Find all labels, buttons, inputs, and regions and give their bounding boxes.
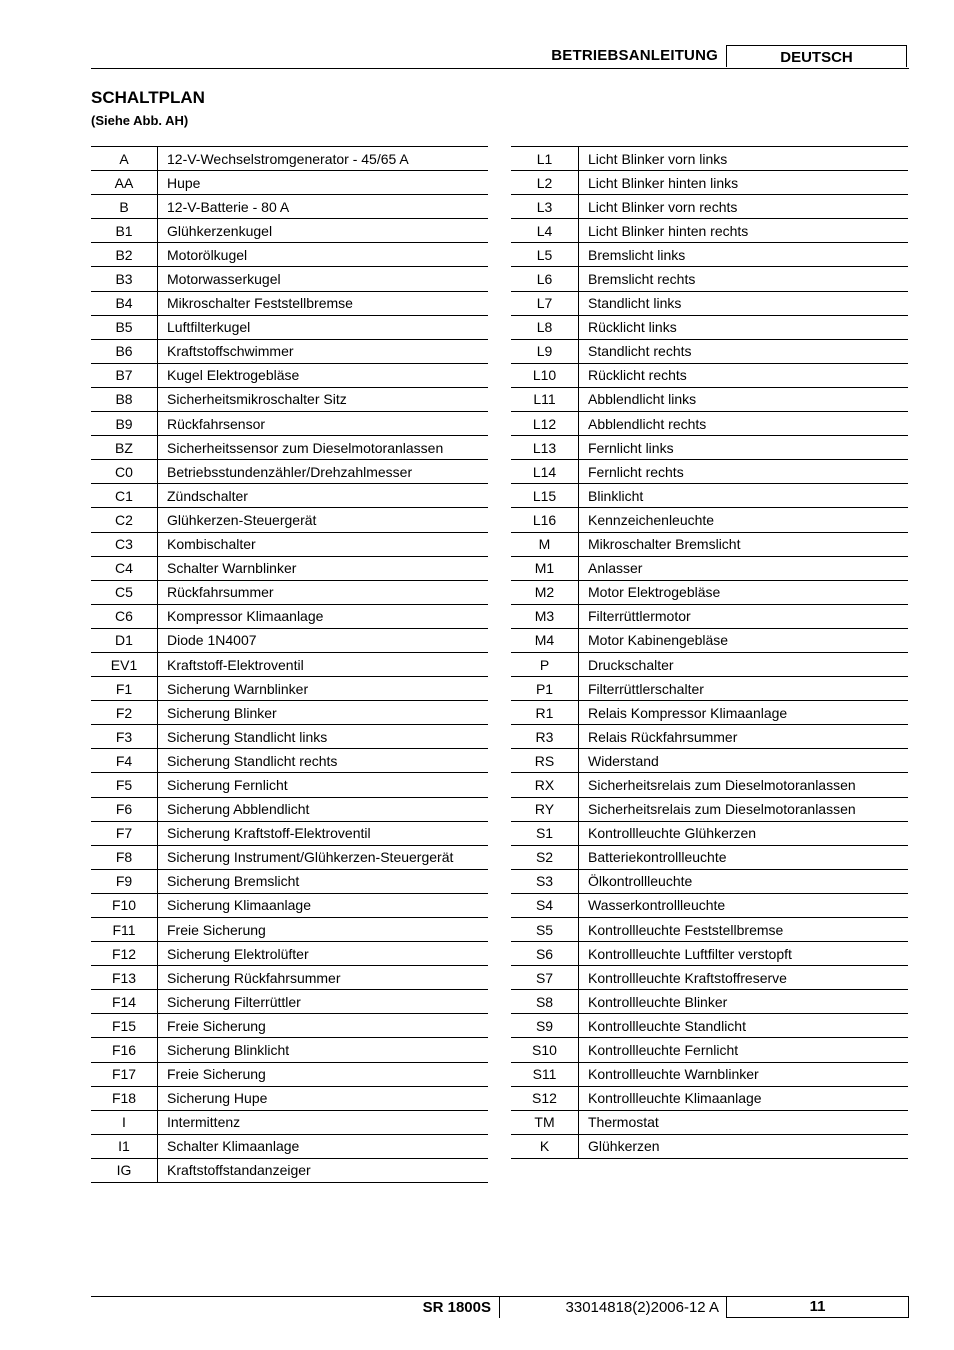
table-row	[91, 1086, 488, 1110]
component-description: 12-V-Wechselstromgenerator - 45/65 A	[158, 147, 489, 171]
component-code: K	[511, 1134, 579, 1158]
component-description: Sicherheitsrelais zum Dieselmotoranlassen	[579, 773, 909, 797]
component-description: Intermittenz	[158, 1110, 489, 1134]
component-description: Sicherung Elektrolüfter	[158, 942, 489, 966]
component-code: L4	[511, 219, 579, 243]
component-code: F3	[91, 725, 158, 749]
table-row	[91, 677, 488, 701]
table-row	[511, 1014, 908, 1038]
component-description: Glühkerzen	[579, 1134, 909, 1158]
component-code: L3	[511, 195, 579, 219]
component-description: Licht Blinker vorn links	[579, 147, 909, 171]
table-row	[511, 243, 908, 267]
component-description: Licht Blinker hinten links	[579, 171, 909, 195]
component-code: F5	[91, 773, 158, 797]
component-code: B9	[91, 412, 158, 436]
component-description: Sicherheitsmikroschalter Sitz	[158, 387, 489, 411]
table-row	[511, 918, 908, 942]
component-code: S5	[511, 918, 579, 942]
component-description: Sicherung Blinker	[158, 701, 489, 725]
component-code: RS	[511, 749, 579, 773]
component-description: Kombischalter	[158, 532, 489, 556]
component-code: S8	[511, 990, 579, 1014]
table-row	[511, 1134, 908, 1158]
component-code: B7	[91, 363, 158, 387]
component-code: L2	[511, 171, 579, 195]
table-row	[511, 291, 908, 315]
component-code: S2	[511, 845, 579, 869]
table-row	[91, 363, 488, 387]
component-code: IG	[91, 1158, 158, 1182]
component-code: R1	[511, 701, 579, 725]
component-description: Sicherung Filterrüttler	[158, 990, 489, 1014]
table-row	[91, 821, 488, 845]
table-row	[91, 701, 488, 725]
table-row	[511, 315, 908, 339]
component-code: I	[91, 1110, 158, 1134]
component-description: Sicherung Rückfahrsummer	[158, 966, 489, 990]
page-number: 11	[726, 1297, 909, 1318]
table-row	[511, 436, 908, 460]
component-description: Sicherung Fernlicht	[158, 773, 489, 797]
component-description: Rücklicht rechts	[579, 363, 909, 387]
table-row	[91, 195, 488, 219]
component-description: Sicherung Klimaanlage	[158, 893, 489, 917]
table-row	[511, 556, 908, 580]
component-code: L16	[511, 508, 579, 532]
table-row	[511, 1038, 908, 1062]
component-code: P1	[511, 677, 579, 701]
component-description: Fernlicht rechts	[579, 460, 909, 484]
component-description: Blinklicht	[579, 484, 909, 508]
component-code: M	[511, 532, 579, 556]
table-row	[91, 147, 488, 171]
component-description: Kontrollleuchte Glühkerzen	[579, 821, 909, 845]
component-code: B	[91, 195, 158, 219]
component-code: RX	[511, 773, 579, 797]
component-code: F9	[91, 869, 158, 893]
table-row	[511, 484, 908, 508]
table-row	[511, 628, 908, 652]
component-description: Bremslicht links	[579, 243, 909, 267]
component-code: B2	[91, 243, 158, 267]
section-title: SCHALTPLAN	[91, 88, 205, 107]
table-row	[91, 845, 488, 869]
table-row	[511, 267, 908, 291]
table-row	[91, 580, 488, 604]
table-row	[91, 436, 488, 460]
component-description: Kontrollleuchte Standlicht	[579, 1014, 909, 1038]
table-row	[91, 773, 488, 797]
manual-title: BETRIEBSANLEITUNG	[551, 47, 718, 64]
table-row	[91, 942, 488, 966]
component-description: Sicherung Warnblinker	[158, 677, 489, 701]
component-description: Kontrollleuchte Kraftstoffreserve	[579, 966, 909, 990]
component-code: S9	[511, 1014, 579, 1038]
table-row	[511, 387, 908, 411]
component-code: L11	[511, 387, 579, 411]
table-row	[511, 460, 908, 484]
component-description: Sicherung Standlicht rechts	[158, 749, 489, 773]
component-code: F14	[91, 990, 158, 1014]
table-row	[511, 195, 908, 219]
table-row	[91, 725, 488, 749]
component-description: Anlasser	[579, 556, 909, 580]
table-row	[91, 315, 488, 339]
table-row	[91, 460, 488, 484]
component-code: F13	[91, 966, 158, 990]
component-description: Abblendlicht rechts	[579, 412, 909, 436]
table-row	[91, 243, 488, 267]
component-code: B1	[91, 219, 158, 243]
component-code: S10	[511, 1038, 579, 1062]
table-row	[91, 893, 488, 917]
component-code: D1	[91, 628, 158, 652]
component-code: F4	[91, 749, 158, 773]
component-code: F7	[91, 821, 158, 845]
table-row	[511, 1086, 908, 1110]
table-row	[511, 701, 908, 725]
component-code: L7	[511, 291, 579, 315]
component-description: Kraftstoff-Elektroventil	[158, 652, 489, 676]
table-row	[91, 1158, 488, 1182]
component-code: AA	[91, 171, 158, 195]
component-description: Hupe	[158, 171, 489, 195]
table-row	[91, 532, 488, 556]
table-row	[91, 219, 488, 243]
table-row	[511, 412, 908, 436]
component-code: P	[511, 652, 579, 676]
table-row	[511, 508, 908, 532]
component-code: L13	[511, 436, 579, 460]
table-row	[91, 628, 488, 652]
table-row	[91, 918, 488, 942]
component-code: S11	[511, 1062, 579, 1086]
component-description: Widerstand	[579, 749, 909, 773]
component-description: Sicherung Bremslicht	[158, 869, 489, 893]
component-code: F8	[91, 845, 158, 869]
component-description: Sicherung Hupe	[158, 1086, 489, 1110]
component-code: C6	[91, 604, 158, 628]
component-code: B8	[91, 387, 158, 411]
component-code: F15	[91, 1014, 158, 1038]
table-row	[91, 869, 488, 893]
table-row	[91, 1062, 488, 1086]
table-row	[91, 412, 488, 436]
component-code: A	[91, 147, 158, 171]
component-code: L15	[511, 484, 579, 508]
table-row	[91, 604, 488, 628]
table-row	[511, 773, 908, 797]
component-description: Glühkerzen-Steuergerät	[158, 508, 489, 532]
component-description: Motor Elektrogebläse	[579, 580, 909, 604]
table-row	[511, 604, 908, 628]
component-description: Zündschalter	[158, 484, 489, 508]
component-description: Kompressor Klimaanlage	[158, 604, 489, 628]
component-code: L10	[511, 363, 579, 387]
component-description: Abblendlicht links	[579, 387, 909, 411]
table-row	[511, 966, 908, 990]
table-row	[511, 363, 908, 387]
component-code: C1	[91, 484, 158, 508]
component-description: Sicherung Standlicht links	[158, 725, 489, 749]
table-row	[91, 556, 488, 580]
table-row	[511, 532, 908, 556]
table-row	[511, 580, 908, 604]
component-code: M2	[511, 580, 579, 604]
component-description: Freie Sicherung	[158, 1062, 489, 1086]
component-description: Mikroschalter Feststellbremse	[158, 291, 489, 315]
table-row	[91, 484, 488, 508]
component-code: BZ	[91, 436, 158, 460]
header-rule	[91, 68, 909, 69]
table-row	[511, 219, 908, 243]
component-code: S12	[511, 1086, 579, 1110]
table-row	[511, 1062, 908, 1086]
language-label: DEUTSCH	[726, 45, 907, 67]
table-row	[91, 291, 488, 315]
component-code: RY	[511, 797, 579, 821]
component-description: Sicherheitssensor zum Dieselmotoranlassen	[158, 436, 489, 460]
component-code: F12	[91, 942, 158, 966]
component-code: TM	[511, 1110, 579, 1134]
component-code: F2	[91, 701, 158, 725]
component-code: M3	[511, 604, 579, 628]
table-row	[511, 652, 908, 676]
component-description: Kontrollleuchte Klimaanlage	[579, 1086, 909, 1110]
component-description: Schalter Klimaanlage	[158, 1134, 489, 1158]
component-description: Batteriekontrollleuchte	[579, 845, 909, 869]
component-description: Kontrollleuchte Warnblinker	[579, 1062, 909, 1086]
table-row	[91, 797, 488, 821]
component-description: Sicherheitsrelais zum Dieselmotoranlassen	[579, 797, 909, 821]
table-row	[91, 1038, 488, 1062]
component-code: L9	[511, 339, 579, 363]
component-description: Rückfahrsummer	[158, 580, 489, 604]
table-row	[511, 942, 908, 966]
table-row	[511, 845, 908, 869]
component-code: C5	[91, 580, 158, 604]
component-description: Kontrollleuchte Luftfilter verstopft	[579, 942, 909, 966]
component-description: Freie Sicherung	[158, 918, 489, 942]
table-row	[511, 1110, 908, 1134]
table-row	[91, 1014, 488, 1038]
legend-table-left	[91, 146, 488, 1183]
component-description: Standlicht links	[579, 291, 909, 315]
component-code: C4	[91, 556, 158, 580]
table-row	[91, 1134, 488, 1158]
component-description: Relais Rückfahrsummer	[579, 725, 909, 749]
table-row	[91, 652, 488, 676]
table-row	[511, 749, 908, 773]
component-code: F10	[91, 893, 158, 917]
table-row	[511, 677, 908, 701]
component-code: F17	[91, 1062, 158, 1086]
component-code: L12	[511, 412, 579, 436]
component-code: L5	[511, 243, 579, 267]
component-code: F1	[91, 677, 158, 701]
component-code: F16	[91, 1038, 158, 1062]
table-row	[511, 893, 908, 917]
table-row	[91, 339, 488, 363]
table-row	[511, 725, 908, 749]
component-code: S6	[511, 942, 579, 966]
legend-table-right	[511, 146, 908, 1159]
component-description: Freie Sicherung	[158, 1014, 489, 1038]
component-description: Motor Kabinengebläse	[579, 628, 909, 652]
component-description: Betriebsstundenzähler/Drehzahlmesser	[158, 460, 489, 484]
table-row	[511, 339, 908, 363]
table-row	[511, 821, 908, 845]
component-description: Diode 1N4007	[158, 628, 489, 652]
component-description: Kontrollleuchte Blinker	[579, 990, 909, 1014]
table-row	[511, 171, 908, 195]
table-row	[91, 171, 488, 195]
component-description: Licht Blinker vorn rechts	[579, 195, 909, 219]
component-code: B4	[91, 291, 158, 315]
component-description: Relais Kompressor Klimaanlage	[579, 701, 909, 725]
component-code: I1	[91, 1134, 158, 1158]
component-code: L14	[511, 460, 579, 484]
component-code: F18	[91, 1086, 158, 1110]
table-row	[91, 749, 488, 773]
component-description: Schalter Warnblinker	[158, 556, 489, 580]
footer-model: SR 1800S	[422, 1299, 491, 1316]
component-code: M1	[511, 556, 579, 580]
component-description: Sicherung Kraftstoff-Elektroventil	[158, 821, 489, 845]
table-row	[91, 990, 488, 1014]
component-code: B6	[91, 339, 158, 363]
component-description: Wasserkontrollleuchte	[579, 893, 909, 917]
component-description: Mikroschalter Bremslicht	[579, 532, 909, 556]
component-description: Bremslicht rechts	[579, 267, 909, 291]
table-row	[511, 797, 908, 821]
component-code: L8	[511, 315, 579, 339]
component-code: L1	[511, 147, 579, 171]
component-code: F11	[91, 918, 158, 942]
component-code: S7	[511, 966, 579, 990]
component-description: Motorölkugel	[158, 243, 489, 267]
table-row	[511, 147, 908, 171]
component-code: M4	[511, 628, 579, 652]
table-row	[511, 869, 908, 893]
component-description: Thermostat	[579, 1110, 909, 1134]
component-description: Fernlicht links	[579, 436, 909, 460]
component-code: L6	[511, 267, 579, 291]
component-description: Rücklicht links	[579, 315, 909, 339]
component-code: C0	[91, 460, 158, 484]
component-description: Rückfahrsensor	[158, 412, 489, 436]
component-description: Licht Blinker hinten rechts	[579, 219, 909, 243]
component-code: C2	[91, 508, 158, 532]
component-description: Glühkerzenkugel	[158, 219, 489, 243]
component-description: Motorwasserkugel	[158, 267, 489, 291]
component-description: Sicherung Instrument/Glühkerzen-Steuergerät	[158, 845, 489, 869]
component-description: Kraftstoffschwimmer	[158, 339, 489, 363]
component-code: B3	[91, 267, 158, 291]
component-description: Sicherung Abblendlicht	[158, 797, 489, 821]
component-code: B5	[91, 315, 158, 339]
section-subtitle: (Siehe Abb. AH)	[91, 113, 189, 128]
component-description: Sicherung Blinklicht	[158, 1038, 489, 1062]
component-description: Standlicht rechts	[579, 339, 909, 363]
footer-doc-number: 33014818(2)2006-12 A	[565, 1299, 719, 1316]
component-description: Kennzeichenleuchte	[579, 508, 909, 532]
table-row	[91, 267, 488, 291]
component-code: S1	[511, 821, 579, 845]
component-code: S3	[511, 869, 579, 893]
component-description: Filterrüttlerschalter	[579, 677, 909, 701]
component-description: Kontrollleuchte Fernlicht	[579, 1038, 909, 1062]
component-code: S4	[511, 893, 579, 917]
component-description: Kugel Elektrogebläse	[158, 363, 489, 387]
table-row	[91, 508, 488, 532]
component-description: Kraftstoffstandanzeiger	[158, 1158, 489, 1182]
table-row	[91, 966, 488, 990]
table-row	[511, 990, 908, 1014]
component-code: F6	[91, 797, 158, 821]
table-row	[91, 1110, 488, 1134]
table-row	[91, 387, 488, 411]
component-code: C3	[91, 532, 158, 556]
component-description: Luftfilterkugel	[158, 315, 489, 339]
component-description: Druckschalter	[579, 652, 909, 676]
component-description: Ölkontrollleuchte	[579, 869, 909, 893]
component-code: EV1	[91, 652, 158, 676]
component-description: Filterrüttlermotor	[579, 604, 909, 628]
component-description: Kontrollleuchte Feststellbremse	[579, 918, 909, 942]
component-code: R3	[511, 725, 579, 749]
component-description: 12-V-Batterie - 80 A	[158, 195, 489, 219]
